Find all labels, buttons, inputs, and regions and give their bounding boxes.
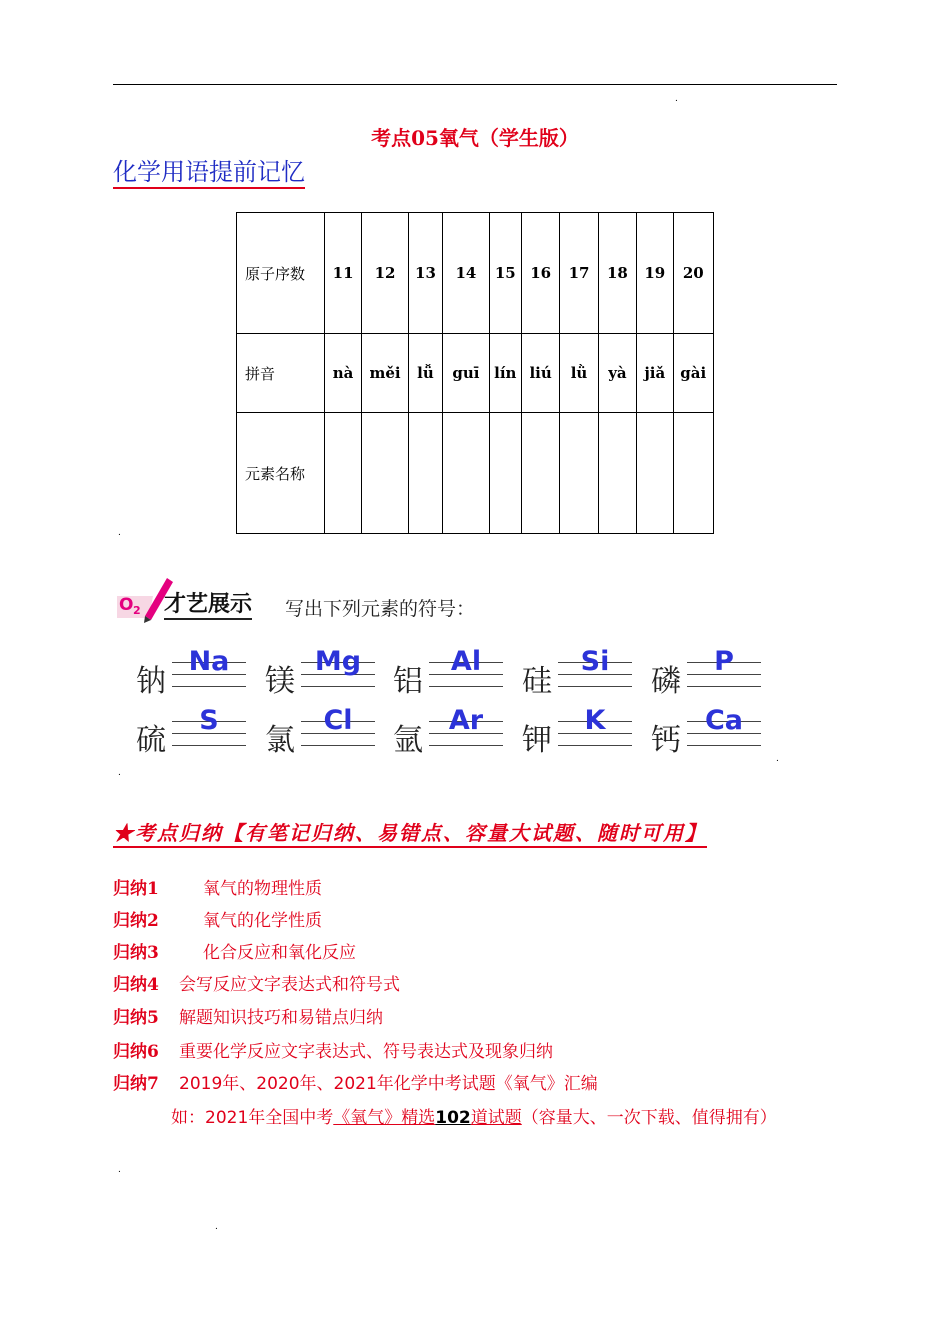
collection-link[interactable]: 《氧气》精选 bbox=[333, 1108, 436, 1128]
summary-item: 归纳1 氧气的物理性质 bbox=[113, 879, 322, 899]
pinyin-cell: liú bbox=[521, 334, 559, 413]
summary-item: 归纳6 重要化学反应文字表达式、符号表达式及现象归纳 bbox=[113, 1042, 553, 1062]
element-entry bbox=[393, 646, 523, 700]
element-symbol: S bbox=[199, 705, 219, 736]
section-memory-heading: 化学用语提前记忆 bbox=[113, 158, 305, 189]
element-symbol: Si bbox=[580, 646, 610, 677]
element-entry bbox=[651, 705, 781, 759]
element-chinese: 钾 bbox=[522, 723, 552, 758]
element-chinese: 硫 bbox=[136, 723, 166, 758]
summary-item: 归纳3 化合反应和氧化反应 bbox=[113, 943, 356, 963]
row-pinyin bbox=[237, 334, 714, 413]
show-logo-text: 才艺展示 bbox=[164, 592, 252, 620]
writing-line bbox=[172, 745, 246, 746]
pinyin-cell: nà bbox=[324, 334, 361, 413]
writing-line bbox=[429, 686, 503, 687]
row-element-name bbox=[237, 413, 714, 534]
element-entry bbox=[136, 705, 266, 759]
atomic-number-cell: 13 bbox=[408, 213, 442, 334]
pinyin-cell: guī bbox=[443, 334, 489, 413]
element-symbol: Mg bbox=[314, 646, 362, 677]
element-chinese: 硅 bbox=[522, 664, 552, 699]
blank-answer-cell bbox=[637, 413, 673, 534]
atomic-number-cell: 11 bbox=[324, 213, 361, 334]
element-symbol: K bbox=[584, 705, 606, 736]
atomic-number-cell: 17 bbox=[560, 213, 598, 334]
summary-item: 归纳4 会写反应文字表达式和符号式 bbox=[113, 975, 400, 995]
element-entry bbox=[265, 705, 395, 759]
element-entry bbox=[522, 646, 652, 700]
paragraph-mark: . bbox=[776, 754, 779, 764]
paragraph-mark: . bbox=[675, 94, 678, 104]
svg-text:2: 2 bbox=[133, 604, 141, 617]
summary-item: 归纳7 2019年、2020年、2021年化学中考试题《氧气》汇编 bbox=[113, 1074, 598, 1094]
blank-answer-cell bbox=[324, 413, 361, 534]
writing-line bbox=[687, 686, 761, 687]
download-note: 如：2021年全国中考《氧气》精选102道试题（容量大、一次下载、值得拥有） bbox=[171, 1108, 777, 1128]
blank-answer-cell bbox=[489, 413, 521, 534]
pinyin-cell: lǜ bbox=[560, 334, 598, 413]
header-rule bbox=[113, 84, 837, 85]
pinyin-cell: lín bbox=[489, 334, 521, 413]
blank-answer-cell bbox=[521, 413, 559, 534]
blank-answer-cell bbox=[598, 413, 636, 534]
element-entry bbox=[651, 646, 781, 700]
element-chinese: 磷 bbox=[651, 664, 681, 699]
element-chinese: 钙 bbox=[651, 723, 681, 758]
element-symbol: Na bbox=[188, 646, 230, 677]
row-atomic-number bbox=[237, 213, 714, 334]
row-label: 原子序数 bbox=[237, 213, 325, 334]
element-chinese: 铝 bbox=[393, 664, 423, 699]
writing-line bbox=[172, 686, 246, 687]
atomic-number-cell: 12 bbox=[362, 213, 408, 334]
element-symbol: P bbox=[714, 646, 734, 677]
element-table bbox=[236, 212, 714, 534]
paragraph-mark: . bbox=[118, 768, 121, 778]
element-entry bbox=[522, 705, 652, 759]
svg-text:O: O bbox=[119, 595, 134, 615]
atomic-number-cell: 18 bbox=[598, 213, 636, 334]
element-symbol: Ar bbox=[448, 705, 484, 736]
blank-answer-cell bbox=[408, 413, 442, 534]
writing-line bbox=[429, 745, 503, 746]
writing-line bbox=[558, 745, 632, 746]
writing-line bbox=[301, 745, 375, 746]
blank-answer-cell bbox=[673, 413, 714, 534]
element-chinese: 镁 bbox=[265, 664, 295, 699]
blank-answer-cell bbox=[362, 413, 408, 534]
summary-item: 归纳2 氧气的化学性质 bbox=[113, 911, 322, 931]
row-label: 拼音 bbox=[237, 334, 325, 413]
pinyin-cell: lǚ bbox=[408, 334, 442, 413]
paragraph-mark: . bbox=[215, 1222, 218, 1232]
atomic-number-cell: 16 bbox=[521, 213, 559, 334]
row-label: 元素名称 bbox=[237, 413, 325, 534]
pinyin-cell: yà bbox=[598, 334, 636, 413]
writing-line bbox=[558, 686, 632, 687]
summary-heading: ★考点归纳【有笔记归纳、易错点、容量大试题、随时可用】 bbox=[113, 820, 707, 848]
question-count: 102 bbox=[435, 1108, 471, 1128]
writing-line bbox=[301, 686, 375, 687]
atomic-number-cell: 15 bbox=[489, 213, 521, 334]
element-chinese: 钠 bbox=[136, 664, 166, 699]
element-entry bbox=[393, 705, 523, 759]
element-entry bbox=[265, 646, 395, 700]
atomic-number-cell: 19 bbox=[637, 213, 673, 334]
element-symbol: Ca bbox=[704, 705, 744, 736]
element-chinese: 氯 bbox=[265, 723, 295, 758]
summary-item: 归纳5 解题知识技巧和易错点归纳 bbox=[113, 1008, 383, 1028]
paragraph-mark: . bbox=[118, 528, 121, 538]
atomic-number-cell: 14 bbox=[443, 213, 489, 334]
page-title: 考点05氧气（学生版） bbox=[371, 126, 579, 150]
pinyin-cell: gài bbox=[673, 334, 714, 413]
show-instruction: 写出下列元素的符号： bbox=[285, 598, 476, 620]
atomic-number-cell: 20 bbox=[673, 213, 714, 334]
element-entry bbox=[136, 646, 266, 700]
element-chinese: 氩 bbox=[393, 723, 423, 758]
paragraph-mark: . bbox=[118, 1165, 121, 1175]
blank-answer-cell bbox=[443, 413, 489, 534]
pinyin-cell: měi bbox=[362, 334, 408, 413]
pinyin-cell: jiǎ bbox=[637, 334, 673, 413]
element-symbol: Cl bbox=[323, 705, 353, 736]
blank-answer-cell bbox=[560, 413, 598, 534]
writing-line bbox=[687, 745, 761, 746]
element-symbol: Al bbox=[450, 646, 482, 677]
